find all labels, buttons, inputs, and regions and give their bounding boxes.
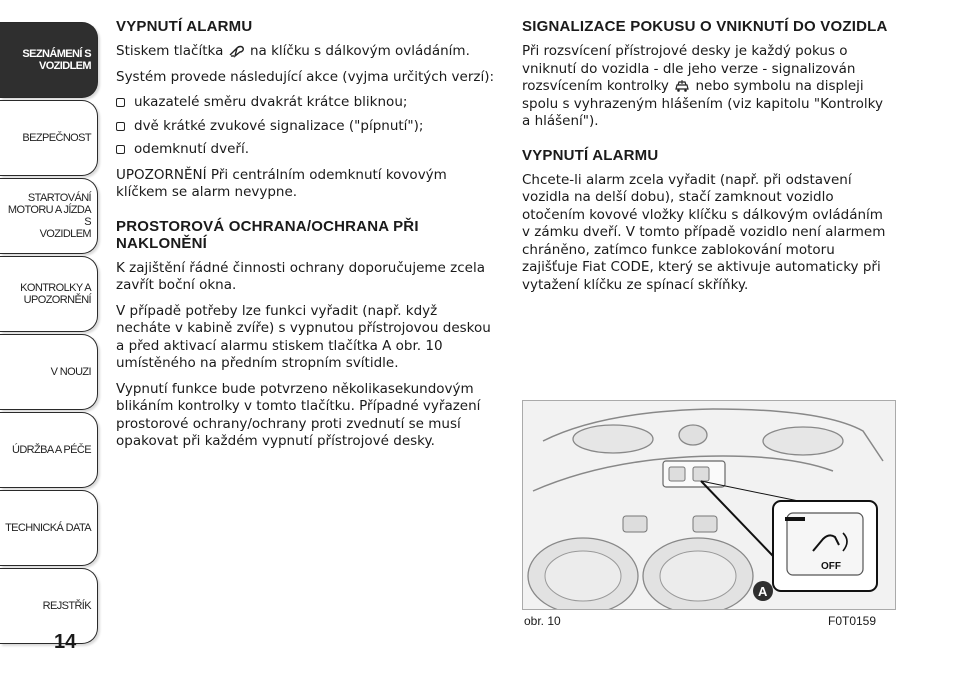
paragraph-warning: UPOZORNĚNÍ Při centrálním odemknutí kovovým klíčkem se alarm nevypne.	[116, 166, 447, 200]
tab-seznameni[interactable]: SEZNÁMENÍ S VOZIDLEM	[0, 22, 98, 98]
paragraph-system-actions: Systém provede následující akce (vyjma určitých verzí):	[116, 68, 495, 85]
paragraph-disable-function: V případě potřeby lze funkci vyřadit (např. když necháte v kabině zvíře) s vypnutou přístrojovou deskou a před aktivací alarmu stiskem tlačítka A obr. 10 umístěného na předním stropním svítidle.	[116, 302, 491, 371]
paragraph-confirmation: Vypnutí funkce bude potvrzeno několikasekundovým blikáním kontrolky v tomto tlačítku. Případné vyřazení prostorové ochrany/ochrany proti zvednutí se musí opakovat při každém vypnutí přístrojové desky.	[116, 380, 481, 449]
tab-udrzba[interactable]: ÚDRŽBA A PÉČE	[0, 412, 98, 488]
right-column	[522, 18, 894, 302]
heading-intrusion-signal: SIGNALIZACE POKUSU O VNIKNUTÍ DO VOZIDLA	[522, 18, 888, 35]
list-item: ukazatelé směru dvakrát krátce bliknou;	[116, 94, 496, 112]
paragraph-windows: K zajištění řádné činnosti ochrany doporučujeme zcela zavřít boční okna.	[116, 259, 485, 293]
figure-caption: obr. 10	[524, 614, 561, 628]
paragraph-intrusion: Při rozsvícení přístrojové desky je každý pokus o vniknutí do vozidla - dle jeho verze - signalizován rozsvícením kontrolky nebo symbolu na displeji spolu s vyhrazeným hlášením (viz kapitolu "Kontrolky a hlášení").	[522, 43, 883, 129]
heading-alarm-off-2: VYPNUTÍ ALARMU	[522, 146, 659, 164]
left-column	[116, 18, 496, 459]
ceiling-light-illustration	[523, 401, 896, 610]
unlock-key-icon	[228, 44, 246, 58]
tab-bezpecnost[interactable]: BEZPEČNOST	[0, 100, 98, 176]
off-label: OFF	[821, 561, 841, 572]
figure-ceiling-light	[522, 400, 896, 610]
callout-a: A	[758, 584, 768, 599]
alarm-warning-light-icon	[673, 79, 691, 93]
tab-v-nouzi[interactable]: V NOUZI	[0, 334, 98, 410]
page-number: 14	[54, 631, 77, 653]
tab-rejstrik[interactable]: REJSTŘÍK	[0, 568, 98, 644]
tab-technicka-data[interactable]: TECHNICKÁ DATA	[0, 490, 98, 566]
heading-alarm-off: VYPNUTÍ ALARMU	[116, 18, 253, 35]
list-item: odemknutí dveří.	[116, 141, 496, 159]
actions-list	[116, 94, 496, 159]
list-item: dvě krátké zvukové signalizace ("pípnutí");	[116, 118, 496, 136]
tab-startovani[interactable]: STARTOVÁNÍ MOTORU A JÍZDA S VOZIDLEM	[0, 178, 98, 254]
paragraph-full-disable: Chcete-li alarm zcela vyřadit (např. při odstavení vozidla na delší dobu), stačí zamknout vozidlo otočením kovové vložky klíčku s dálkovým ovládáním v zámku dveří. V tomto případě vozidlo není alarmem chráněno, zatímco funkce zablokování motoru zajišťuje Fiat CODE, který se aktivuje automaticky při vytažení klíčku ze spínací skříňky.	[522, 171, 886, 293]
heading-volumetric-protection: PROSTOROVÁ OCHRANA/OCHRANA PŘI NAKLONĚNÍ	[116, 217, 419, 252]
paragraph-key-press: Stiskem tlačítka na klíčku s dálkovým ovládáním.	[116, 43, 470, 59]
figure-code: F0T0159	[828, 614, 877, 628]
tab-kontrolky[interactable]: KONTROLKY A UPOZORNĚNÍ	[0, 256, 98, 332]
